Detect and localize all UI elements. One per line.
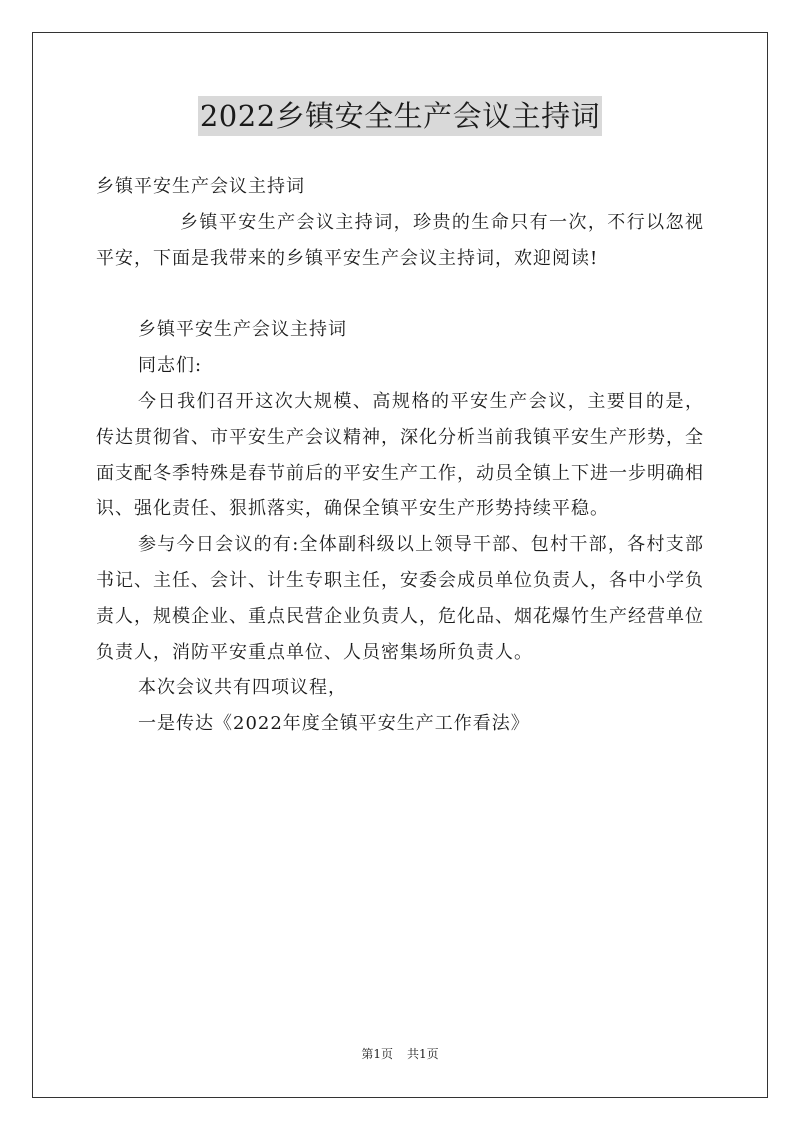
document-body bbox=[96, 169, 704, 742]
page-footer bbox=[0, 1046, 800, 1062]
body-paragraph: 一是传达《2022年度全镇平安生产工作看法》 bbox=[138, 713, 530, 735]
document-subtitle: 乡镇平安生产会议主持词 bbox=[96, 176, 305, 197]
intro-paragraph: 乡镇平安生产会议主持词，珍贵的生命只有一次，不行以忽视平安，下面是我带来的乡镇平安生产会议主持词，欢迎阅读! bbox=[96, 211, 704, 269]
body-paragraph: 今日我们召开这次大规模、高规格的平安生产会议，主要目的是，传达贯彻省、市平安生产会议精神，深化分析当前我镇平安生产形势，全面支配冬季特殊是春节前后的平安生产工作，动员全镇上下进一步明确相识、强化责任、狠抓落实，确保全镇平安生产形势持续平稳。 bbox=[96, 390, 704, 520]
section-heading: 乡镇平安生产会议主持词 bbox=[138, 319, 347, 341]
body-paragraph: 参与今日会议的有:全体副科级以上领导干部、包村干部，各村支部书记、主任、会计、计生专职主任，安委会成员单位负责人，各中小学负责人，规模企业、重点民营企业负责人，危化品、烟花爆竹生产经营单位负责人，消防平安重点单位、人员密集场所负责人。 bbox=[96, 534, 704, 663]
page-number: 第1页 bbox=[361, 1047, 393, 1061]
spacer bbox=[96, 276, 704, 312]
page-total: 共1页 bbox=[407, 1047, 439, 1061]
title-area bbox=[0, 96, 800, 136]
greeting: 同志们: bbox=[138, 355, 203, 377]
body-paragraph: 本次会议共有四项议程， bbox=[138, 677, 347, 699]
document-title: 2022乡镇安全生产会议主持词 bbox=[198, 96, 602, 136]
